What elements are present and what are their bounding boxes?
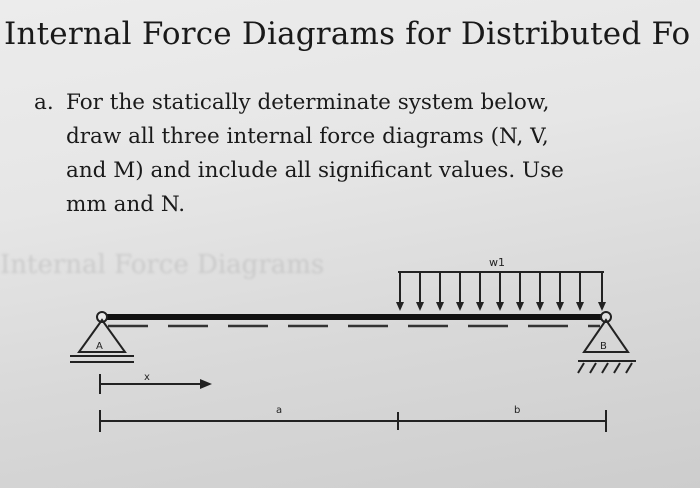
page-title: Internal Force Diagrams for Distributed Fo xyxy=(4,16,691,52)
support-b xyxy=(578,312,636,373)
distributed-load xyxy=(396,272,606,311)
support-b-label: B xyxy=(600,341,607,352)
x-axis-label: x xyxy=(144,372,150,383)
x-axis-arrow xyxy=(100,374,212,394)
load-arrows xyxy=(396,272,606,311)
question-marker: a. xyxy=(34,90,54,115)
support-a-label: A xyxy=(96,341,103,352)
dimension-lines xyxy=(100,410,606,432)
dimension-b-label: b xyxy=(514,405,521,416)
question-text: For the statically determinate system below, draw all three internal force diagrams (N, V, and M) and include all significant values. Use mm and N. xyxy=(66,90,564,217)
dimension-a-label: a xyxy=(276,405,283,416)
bleed-through-text: Internal Force Diagrams xyxy=(0,250,325,280)
load-label: w1 xyxy=(489,256,505,269)
